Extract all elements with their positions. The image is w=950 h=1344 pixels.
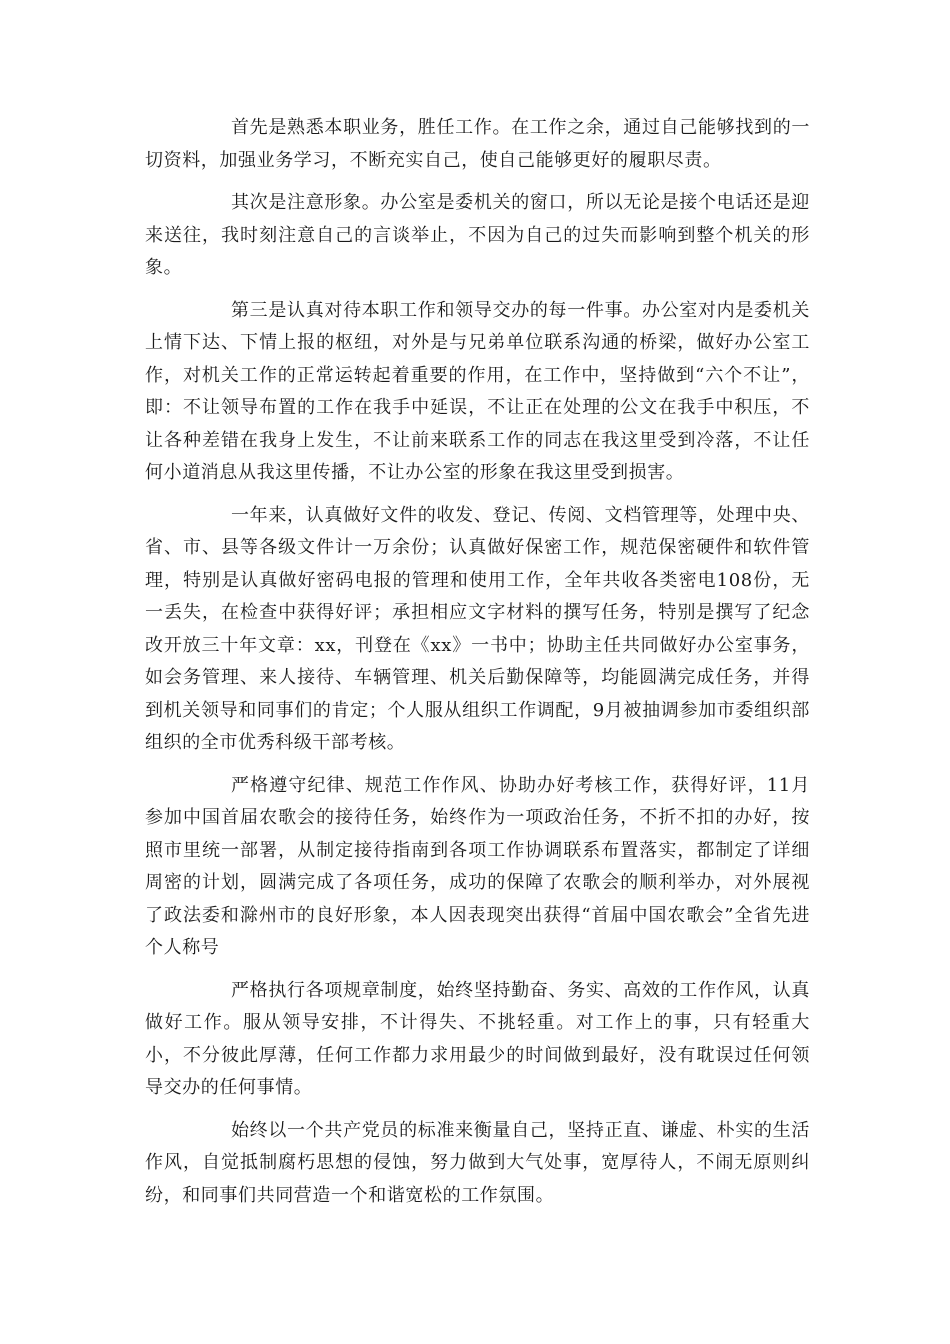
paragraph-3: 第三是认真对待本职工作和领导交办的每一件事。办公室对内是委机关上情下达、下情上报的枢纽，对外是与兄弟单位联系沟通的桥梁，做好办公室工作，对机关工作的正常运转起着重要的作用，在工作中，坚持做到“六个不让”，即：不让领导布置的工作在我手中延误，不让正在处理的公文在我手中积压，不让各种差错在我身上发生，不让前来联系工作的同志在我这里受到冷落，不让任何小道消息从我这里传播，不让办公室的形象在我这里受到损害。 bbox=[145, 299, 810, 483]
document-body bbox=[145, 112, 810, 1222]
paragraph-6: 严格执行各项规章制度，始终坚持勤奋、务实、高效的工作作风，认真做好工作。服从领导安排，不计得失、不挑轻重。对工作上的事，只有轻重大小，不分彼此厚薄，任何工作都力求用最少的时间做到最好，没有耽误过任何领导交办的任何事情。 bbox=[145, 979, 810, 1098]
paragraph-4: 一年来，认真做好文件的收发、登记、传阅、文档管理等，处理中央、省、市、县等各级文件计一万余份；认真做好保密工作，规范保密硬件和软件管理，特别是认真做好密码电报的管理和使用工作，全年共收各类密电108份，无一丢失，在检查中获得好评；承担相应文字材料的撰写任务，特别是撰写了纪念改开放三十年文章：xx，刊登在《xx》一书中；协助主任共同做好办公室事务，如会务管理、来人接待、车辆管理、机关后勤保障等，均能圆满完成任务，并得到机关领导和同事们的肯定；个人服从组织工作调配，9月被抽调参加市委组织部组织的全市优秀科级干部考核。 bbox=[145, 504, 810, 753]
paragraph-1: 首先是熟悉本职业务，胜任工作。在工作之余，通过自己能够找到的一切资料，加强业务学习，不断充实自己，使自己能够更好的履职尽责。 bbox=[145, 117, 810, 171]
paragraph-7: 始终以一个共产党员的标准来衡量自己，坚持正直、谦虚、朴实的生活作风，自觉抵制腐朽思想的侵蚀，努力做到大气处事，宽厚待人，不闹无原则纠纷，和同事们共同营造一个和谐宽松的工作氛围。 bbox=[145, 1119, 810, 1206]
paragraph-2: 其次是注意形象。办公室是委机关的窗口，所以无论是接个电话还是迎来送往，我时刻注意自己的言谈举止，不因为自己的过失而影响到整个机关的形象。 bbox=[145, 192, 810, 278]
paragraph-5: 严格遵守纪律、规范工作作风、协助办好考核工作，获得好评，11月参加中国首届农歌会的接待任务，始终作为一项政治任务，不折不扣的办好，按照市里统一部署，从制定接待指南到各项工作协调联系布置落实，都制定了详细周密的计划，圆满完成了各项任务，成功的保障了农歌会的顺利举办，对外展视了政法委和滁州市的良好形象，本人因表现突出获得“首届中国农歌会”全省先进个人称号 bbox=[145, 774, 810, 958]
